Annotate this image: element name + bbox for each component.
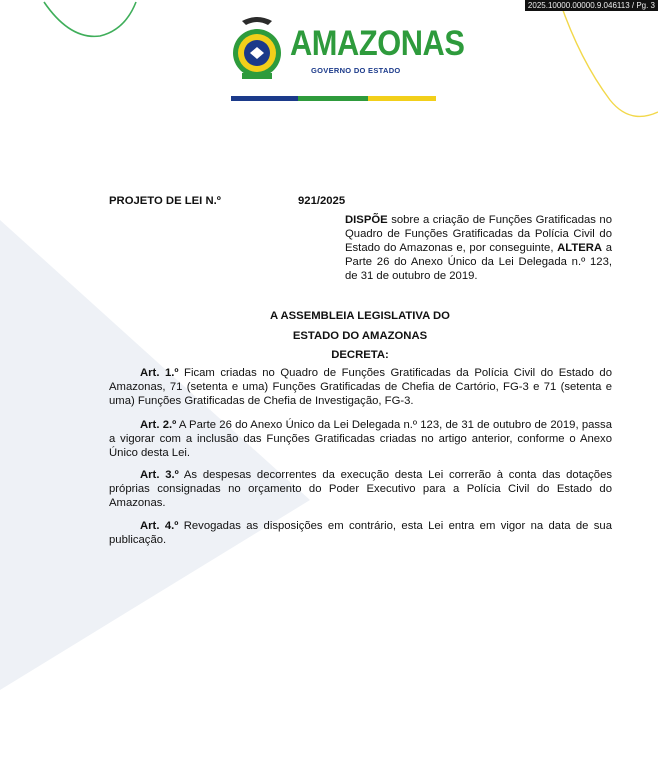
stripe-green <box>298 96 368 101</box>
ementa-verb-2: ALTERA <box>557 242 603 254</box>
article-1 <box>109 366 612 408</box>
stripe-blue <box>231 96 298 101</box>
brand-name: AMAZONAS <box>290 24 465 63</box>
preamble-line-2: ESTADO DO AMAZONAS <box>292 330 428 342</box>
article-text: Revogadas as disposições em contrário, esta Lei entra em vigor na data de sua publicação. <box>109 520 612 546</box>
ementa-verb-1: DISPÕE <box>345 214 388 226</box>
bill-number: 921/2025 <box>298 195 346 207</box>
bill-label: PROJETO DE LEI N.º <box>109 195 221 207</box>
article-text: A Parte 26 do Anexo Único da Lei Delegada n.º 123, de 31 de outubro de 2019, passa a vigorar com a inclusão das Funções Gratificadas criadas no artigo anterior, conforme o Anexo Único desta Lei. <box>109 419 612 459</box>
ementa-text-1: sobre a criação de Funções Gratificadas no Quadro de Funções Gratificadas da Polícia Civil do Estado do Amazonas e, por conseguinte, <box>345 214 612 254</box>
article-4 <box>109 519 612 547</box>
stripe-yellow <box>368 96 436 101</box>
article-3 <box>109 468 612 510</box>
article-label: Art. 4.º <box>140 520 179 532</box>
article-label: Art. 3.º <box>140 469 179 481</box>
article-text: As despesas decorrentes da execução desta Lei correrão à conta das dotações próprias consignadas no orçamento do Poder Executivo para a Polícia Civil do Estado do Amazonas. <box>109 469 612 509</box>
ementa <box>345 213 612 283</box>
article-text: Ficam criadas no Quadro de Funções Gratificadas da Polícia Civil do Estado do Amazonas, 71 (setenta e uma) Funções Gratificadas de Chefia de Cartório, FG-3 e 71 (setenta e uma) Funções Gratificadas de Chefia de Investigação, FG-3. <box>109 367 612 407</box>
preamble-line-1: A ASSEMBLEIA LEGISLATIVA DO <box>270 310 450 322</box>
ementa-text-2: a Parte 26 do Anexo Único da Lei Delegada n.º 123, de 31 de outubro de 2019. <box>345 242 612 282</box>
article-label: Art. 2.º <box>140 419 177 431</box>
article-label: Art. 1.º <box>140 367 179 379</box>
preamble-line-3: DECRETA: <box>331 349 389 361</box>
document-stamp: 2025.10000.00000.9.046113 / Pg. 3 <box>525 0 658 11</box>
brand-subtitle: GOVERNO DO ESTADO <box>311 66 401 75</box>
article-2 <box>109 418 612 460</box>
coat-of-arms-icon <box>228 13 286 83</box>
